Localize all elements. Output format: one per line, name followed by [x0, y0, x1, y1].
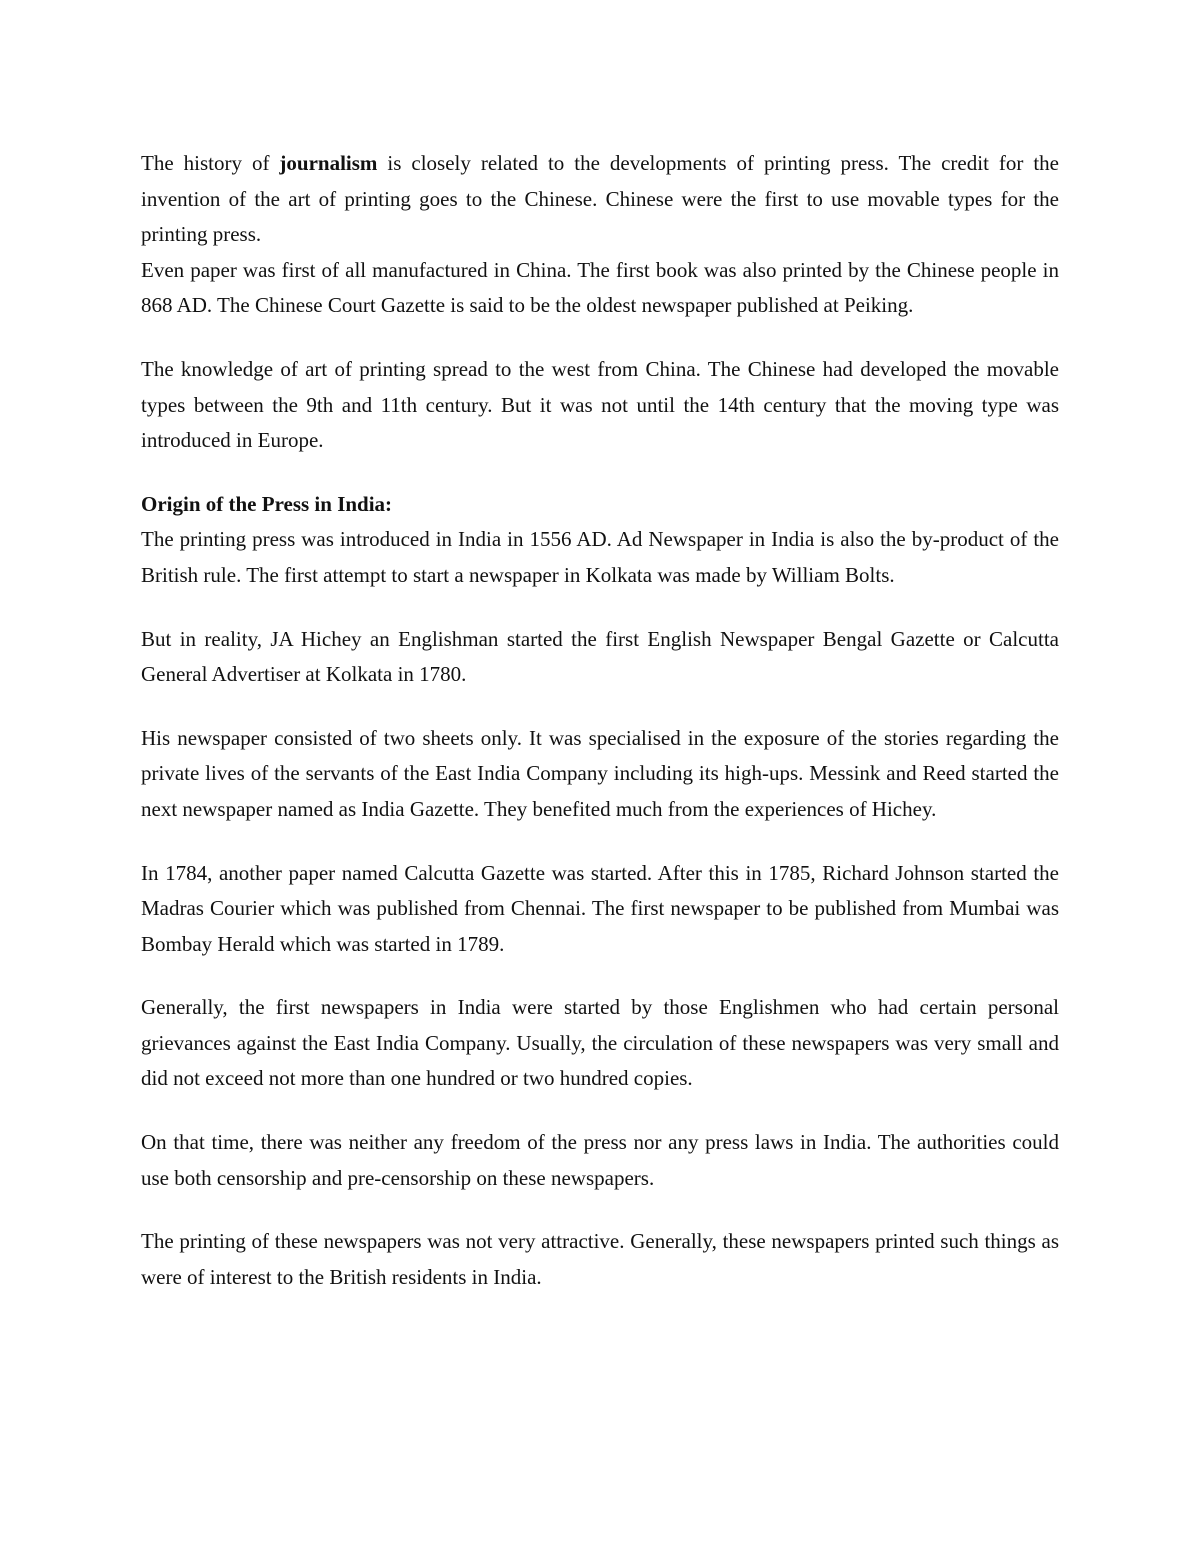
printing-attractiveness-paragraph: The printing of these newspapers was not very attractive. Generally, these newspapers printed such things as were of interest to the British residents in India.: [141, 1229, 1059, 1289]
printing-spread-paragraph: The knowledge of art of printing spread to the west from China. The Chinese had developed the movable types between the 9th and 11th century. But it was not until the 14th century that the moving type was introduced in Europe.: [141, 356, 1059, 453]
section-heading: Origin of the Press in India:: [141, 491, 393, 516]
calcutta-gazette-paragraph: In 1784, another paper named Calcutta Gazette was started. After this in 1785, Richard Johnson started the Madras Courier which was published from Chennai. The first newspaper to be published from Mumbai was Bombay Herald which was started in 1789.: [141, 860, 1059, 956]
document-page: [141, 146, 1059, 1295]
intro-text-end: is closely related to the developments of printing press. The credit for the invention of the art of printing goes to the Chinese. Chinese were the first to use movable types for the printing press.: [141, 151, 1060, 247]
intro-paragraph: [141, 146, 1059, 253]
journalism-bold-term: journalism: [279, 151, 378, 175]
englishmen-grievances-paragraph: Generally, the first newspapers in India were started by those Englishmen who had certain personal grievances against the East India Company. Usually, the circulation of these newspapers was very small and did not exceed not more than one hundred or two hundred copies.: [141, 995, 1059, 1091]
paper-china-paragraph: Even paper was first of all manufactured in China. The first book was also printed by the Chinese people in 868 AD. The Chinese Court Gazette is said to be the oldest newspaper published at Peiking.: [141, 257, 1059, 318]
hichey-paragraph: But in reality, JA Hichey an Englishman started the first English Newspaper Bengal Gazette or Calcutta General Advertiser at Kolkata in 1780.: [141, 626, 1059, 687]
freedom-of-press-paragraph: On that time, there was neither any freedom of the press nor any press laws in India. The authorities could use both censorship and pre-censorship on these newspapers.: [141, 1130, 1059, 1190]
intro-text-start: The history of: [141, 151, 280, 175]
newspaper-sheets-paragraph: His newspaper consisted of two sheets only. It was specialised in the exposure of the stories regarding the private lives of the servants of the East India Company including its high-ups. Messink and Reed started the next newspaper named as India Gazette. They benefited much from the experiences of Hichey.: [141, 725, 1059, 821]
press-india-paragraph: The printing press was introduced in India in 1556 AD. Ad Newspaper in India is also the by-product of the British rule. The first attempt to start a newspaper in Kolkata was made by William Bolts.: [141, 527, 1059, 587]
